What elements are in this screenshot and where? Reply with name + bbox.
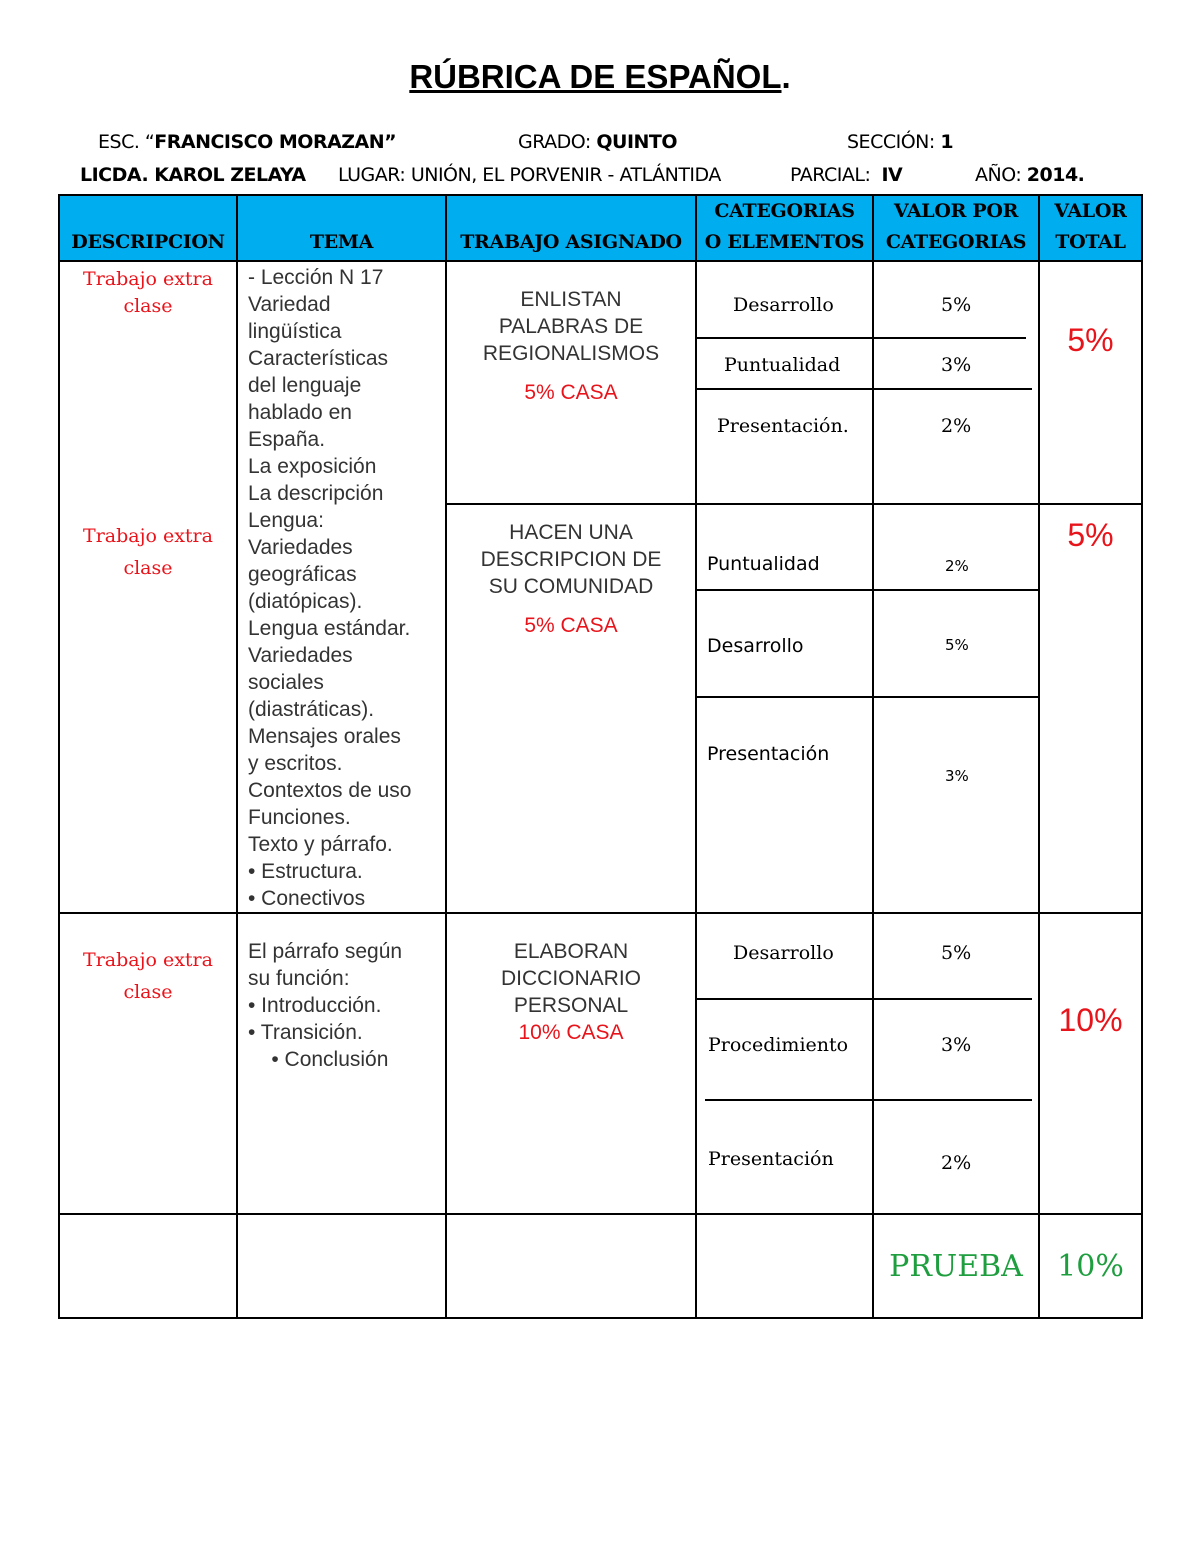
place-info (338, 164, 721, 186)
row1-categorias (696, 261, 873, 504)
header-categorias (696, 195, 873, 261)
value-divider (874, 696, 1040, 698)
category-value: 2% (945, 556, 969, 575)
header-categorias-line2: O ELEMENTOS (704, 231, 865, 253)
tema-list (248, 262, 445, 912)
row3-trabajo-valor: 10% CASA (518, 1021, 624, 1044)
row4-empty-2 (237, 1214, 446, 1318)
tema-line: Lengua estándar. (248, 617, 411, 640)
tema-line: geográficas (248, 563, 357, 586)
row4-empty-3 (446, 1214, 696, 1318)
header-tema: TEMA (237, 195, 446, 261)
row2-total (1039, 504, 1142, 913)
partial-value: IV (881, 164, 903, 186)
header-row (59, 195, 1142, 261)
category-divider (705, 1099, 874, 1101)
tema-line: Funciones. (248, 806, 351, 829)
row3-valores (873, 913, 1039, 1214)
year-info (975, 164, 1084, 186)
row3-total (1039, 913, 1142, 1214)
header-valor-total (1039, 195, 1142, 261)
tema-line: (diatópicas). (248, 590, 363, 613)
category-value: 2% (941, 415, 972, 437)
row1-trabajo (446, 261, 696, 504)
category-label: Desarrollo (733, 294, 834, 316)
row1-descripcion (59, 261, 237, 504)
category-divider (697, 388, 874, 390)
tema-line: y escritos. (248, 752, 343, 775)
category-value: 3% (941, 354, 972, 376)
tema-list-2 (248, 914, 445, 1073)
row2-categorias (696, 504, 873, 913)
value-divider (874, 1099, 1032, 1101)
tema-line: • Introducción. (248, 994, 382, 1017)
category-value: 2% (941, 1152, 972, 1174)
page-title (0, 58, 1200, 96)
school-label: ESC. “ (98, 131, 155, 153)
row2-trabajo-valor: 5% CASA (524, 613, 618, 637)
prueba-value: 10% (1039, 1214, 1142, 1318)
header-descripcion: DESCRIPCION (59, 195, 237, 261)
school-name: FRANCISCO MORAZAN” (154, 131, 397, 153)
tema-line: España. (248, 428, 326, 451)
place-text: LUGAR: UNIÓN, EL PORVENIR - ATLÁNTIDA (338, 164, 721, 186)
value-divider (874, 337, 1026, 339)
title-period: . (781, 58, 791, 95)
tema-line: • Conclusión (248, 1048, 389, 1071)
category-label: Puntualidad (724, 354, 841, 376)
grade-value: QUINTO (596, 131, 678, 153)
row1-trabajo-valor: 5% CASA (524, 381, 618, 404)
category-divider (697, 998, 874, 1000)
row2-descripcion-text: Trabajo extra clase (83, 524, 213, 579)
tema-line: • Conectivos (248, 887, 366, 910)
tema-line: hablado en (248, 401, 352, 424)
school-info (98, 131, 396, 153)
header-valor-cat-line2: CATEGORIAS (885, 231, 1027, 253)
row4-empty-1 (59, 1214, 237, 1318)
tema-line: lingüística (248, 320, 342, 343)
header-valor-cat-line1: VALOR POR (893, 200, 1019, 222)
row3-tema (237, 913, 446, 1214)
tema-line: El párrafo según (248, 940, 403, 963)
category-value: 5% (941, 942, 972, 964)
category-value: 5% (945, 635, 969, 654)
section-label: SECCIÓN: (847, 131, 935, 153)
tema-line: Variedades (248, 644, 353, 667)
section-value: 1 (940, 131, 954, 153)
year-value: 2014. (1026, 164, 1085, 186)
category-divider (697, 589, 874, 591)
partial-label: PARCIAL: (790, 164, 871, 186)
row1-total (1039, 261, 1142, 504)
partial-info (790, 164, 902, 186)
tema-line: Variedades (248, 536, 353, 559)
category-label: Procedimiento (708, 1034, 849, 1056)
category-divider (697, 337, 874, 339)
row3-categorias (696, 913, 873, 1214)
row2-descripcion (59, 504, 237, 913)
table-row (59, 1214, 1142, 1318)
category-label: Presentación. (717, 415, 849, 437)
header-valor-total-line2: TOTAL (1055, 231, 1126, 253)
row4-empty-4 (696, 1214, 873, 1318)
tema-line: sociales (248, 671, 324, 694)
tema-line: Variedad (248, 293, 331, 316)
row1-trabajo-text: ENLISTAN PALABRAS DE REGIONALISMOS (482, 288, 660, 365)
header-valor-total-line1: VALOR (1054, 200, 1127, 222)
row3-trabajo (446, 913, 696, 1214)
tema-line: su función: (248, 967, 350, 990)
teacher-info (80, 164, 306, 186)
tema-line: La descripción (248, 482, 384, 505)
category-value: 3% (941, 1034, 972, 1056)
row2-trabajo (446, 504, 696, 913)
row3-total-text: 10% (1058, 1002, 1123, 1038)
category-divider (697, 696, 874, 698)
table-row (59, 504, 1142, 913)
tema-line: del lenguaje (248, 374, 362, 397)
tema-line: Características (248, 347, 389, 370)
header-categorias-line1: CATEGORIAS (714, 200, 855, 222)
year-label: AÑO: (975, 164, 1022, 186)
category-label: Desarrollo (733, 942, 834, 964)
value-divider (874, 388, 1032, 390)
title-text: RÚBRICA DE ESPAÑOL (409, 58, 782, 95)
teacher-name: LICDA. KAROL ZELAYA (80, 164, 306, 186)
row1-tema (237, 261, 446, 913)
row3-descripcion (59, 913, 237, 1214)
row1-total-text: 5% (1067, 322, 1114, 358)
row1-descripcion-text: Trabajo extra clase (83, 268, 213, 317)
table-row (59, 261, 1142, 504)
row3-trabajo-text: ELABORAN DICCIONARIO PERSONAL (500, 940, 641, 1017)
value-divider (874, 998, 1032, 1000)
row2-valores (873, 504, 1039, 913)
tema-line: • Estructura. (248, 860, 363, 883)
row3-descripcion-text: Trabajo extra clase (83, 949, 213, 1003)
category-label: Presentación (707, 742, 830, 765)
rubric-table (58, 194, 1143, 1319)
tema-line: La exposición (248, 455, 377, 478)
category-value: 5% (941, 294, 972, 316)
grade-label: GRADO: (518, 131, 591, 153)
row2-trabajo-text: HACEN UNA DESCRIPCION DE SU COMUNIDAD (480, 520, 662, 598)
row1-valores (873, 261, 1039, 504)
row2-total-text: 5% (1067, 516, 1114, 553)
category-value: 3% (945, 766, 969, 785)
tema-line: • Transición. (248, 1021, 363, 1044)
tema-line: Lengua: (248, 509, 324, 532)
grade-info (518, 131, 677, 153)
value-divider (874, 589, 1040, 591)
tema-line: (diastráticas). (248, 698, 375, 721)
tema-line: Texto y párrafo. (248, 833, 393, 856)
category-label: Desarrollo (707, 634, 804, 657)
table-row (59, 913, 1142, 1214)
tema-line: - Lección N 17 (248, 266, 384, 289)
header-valor-categorias (873, 195, 1039, 261)
tema-line: Mensajes orales (248, 725, 401, 748)
category-label: Presentación (708, 1148, 834, 1170)
section-info (847, 131, 953, 153)
prueba-label: PRUEBA (873, 1214, 1039, 1318)
header-trabajo: TRABAJO ASIGNADO (446, 195, 696, 261)
category-label: Puntualidad (707, 552, 820, 575)
tema-line: Contextos de uso (248, 779, 412, 802)
